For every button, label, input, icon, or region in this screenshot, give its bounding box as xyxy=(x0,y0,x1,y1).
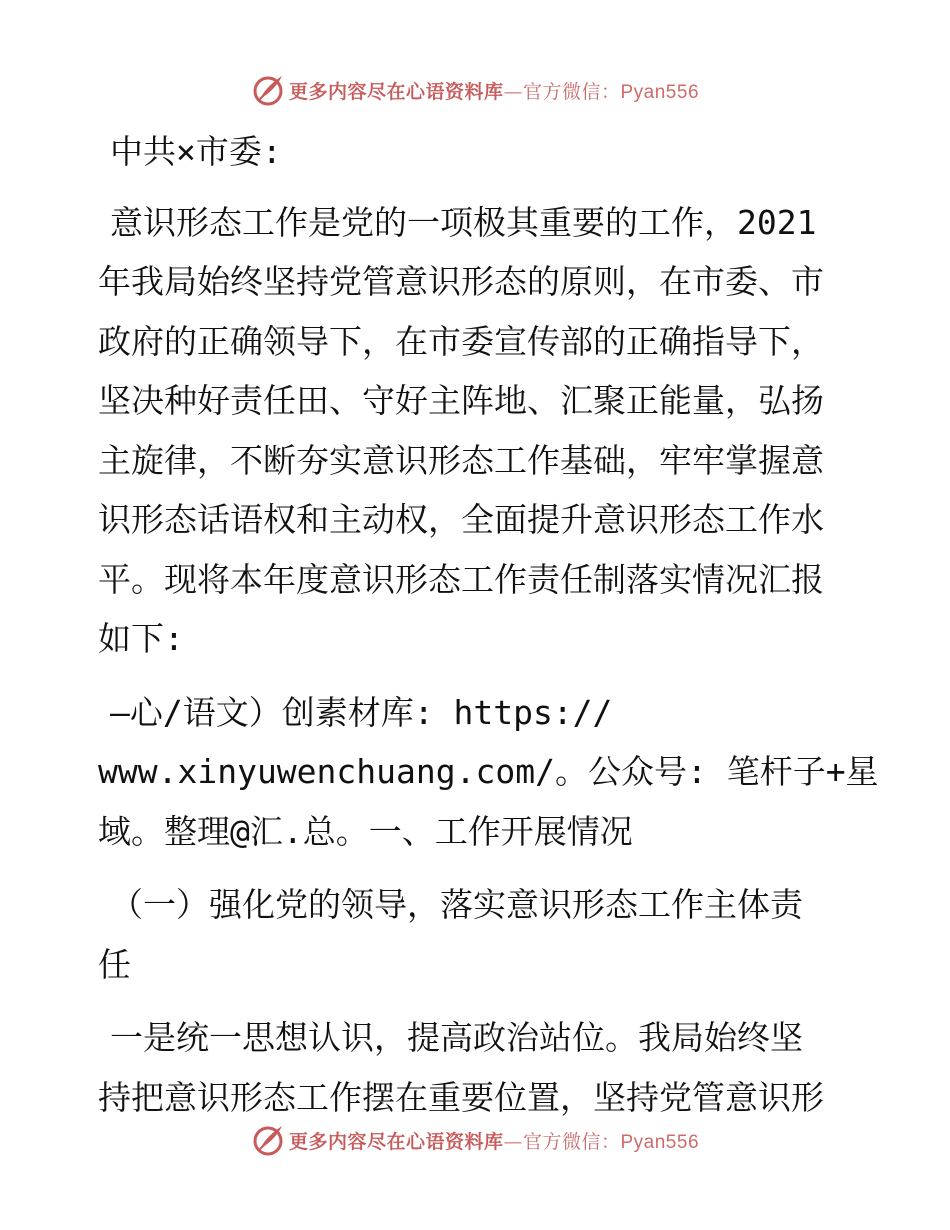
banner-site-name: 更多内容尽在心语资料库 xyxy=(288,80,504,103)
text-line: 如下: xyxy=(98,619,184,658)
banner-wechat-id: Pyan556 xyxy=(620,81,700,103)
document-body xyxy=(98,122,879,1141)
banner-wechat-label: 官方微信： xyxy=(522,1130,621,1153)
banner-wechat-label: 官方微信： xyxy=(522,80,621,103)
feather-quill-logo-icon xyxy=(251,1123,285,1157)
banner-site-name: 更多内容尽在心语资料库 xyxy=(288,1130,504,1153)
text-line: 中共×市委: xyxy=(110,132,282,171)
body-paragraph xyxy=(98,1008,858,1127)
text-line: 意识形态工作是党的一项极其重要的工作，2021 xyxy=(110,202,817,242)
text-line: 域。整理@汇.总。一、工作开展情况 xyxy=(98,811,633,851)
text-line: 年我局始终坚持党管意识形态的原则，在市委、市 xyxy=(98,262,824,301)
text-line: www.xinyuwenchuang.com/。公众号: 笔杆子+星 xyxy=(98,752,879,791)
feather-quill-logo-icon xyxy=(251,73,285,107)
banner-separator: — xyxy=(503,1130,523,1153)
source-note-paragraph xyxy=(98,683,879,862)
text-line: 平。现将本年度意识形态工作责任制落实情况汇报 xyxy=(98,559,824,599)
text-line: 政府的正确领导下，在市委宣传部的正确指导下， xyxy=(98,321,824,361)
text-line: 主旋律，不断夯实意识形态工作基础，牢牢掌握意 xyxy=(98,440,824,480)
text-line: （一）强化党的领导，落实意识形态工作主体责 xyxy=(110,885,803,924)
text-line: 坚决种好责任田、守好主阵地、汇聚正能量，弘扬 xyxy=(98,381,824,420)
banner-text xyxy=(289,1127,699,1154)
section-heading-paragraph xyxy=(98,875,858,994)
banner-separator: — xyxy=(503,80,523,103)
text-line: 持把意识形态工作摆在重要位置，坚持党管意识形 xyxy=(98,1077,824,1117)
text-line: 一是统一思想认识，提高政治站位。我局始终坚 xyxy=(110,1018,803,1057)
salutation-paragraph xyxy=(98,122,858,182)
banner-text xyxy=(289,77,699,104)
header-watermark-banner xyxy=(0,70,950,110)
text-line: 识形态话语权和主动权，全面提升意识形态工作水 xyxy=(98,500,824,539)
banner-wechat-id: Pyan556 xyxy=(620,1131,700,1153)
text-line: 任 xyxy=(98,944,131,984)
text-line: —心/语文）创素材库: https:// xyxy=(110,692,613,732)
intro-paragraph xyxy=(98,193,858,669)
footer-watermark-banner xyxy=(0,1120,950,1160)
